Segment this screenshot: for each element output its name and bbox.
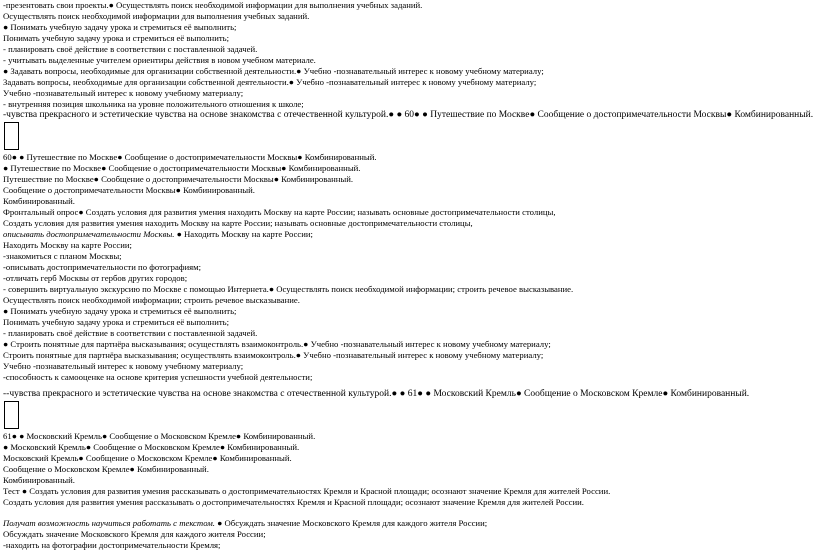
text-line: -знакомиться с планом Москвы; <box>3 251 122 261</box>
text-line: Обсуждать значение Московского Кремля для каждого жителя России; <box>3 529 266 539</box>
text-line: 61● ● Московский Кремль● Сообщение о Московском Кремле● Комбинированный. <box>3 431 316 441</box>
text-line: ● Путешествие по Москве● Сообщение о достопримечательности Москвы● Комбинированный. <box>3 163 361 173</box>
text-line: - внутренняя позиция школьника на уровне положительного отношения к школе; <box>3 99 304 109</box>
text-line: - планировать своё действие в соответствии с поставленной задачей. <box>3 44 258 54</box>
italic-text: Получат возможность научиться работать с текстом. <box>3 518 215 528</box>
text-line: Путешествие по Москве● Сообщение о достопримечательности Москвы● Комбинированный. <box>3 174 354 184</box>
text-line-rest: ● Обсуждать значение Московского Кремля для каждого жителя России; <box>214 518 488 528</box>
text-line: Понимать учебную задачу урока и стремиться её выполнить; <box>3 33 230 43</box>
text-line: Понимать учебную задачу урока и стремиться её выполнить; <box>3 317 230 327</box>
text-line: -находить на фотографии достопримечательности Кремля; <box>3 540 221 550</box>
empty-table-cell <box>4 401 19 429</box>
text-line: Фронтальный опрос● Создать условия для развития умения находить Москву на карте России; называть основные достопримечательности столицы, <box>3 207 556 217</box>
text-block-3 <box>3 240 815 383</box>
text-line: -презентовать свои проекты.● Осуществлять поиск необходимой информации для выполнения учебных заданий. <box>3 0 423 10</box>
text-line: -отличать герб Москвы от гербов других городов; <box>3 273 188 283</box>
italic-text-line <box>3 229 815 240</box>
empty-table-cell <box>4 122 19 150</box>
text-block-5 <box>3 529 815 551</box>
text-line: Создать условия для развития умения находить Москву на карте России; называть основные достопримечательности столицы, <box>3 218 473 228</box>
text-line: - планировать своё действие в соответствии с поставленной задачей. <box>3 328 258 338</box>
text-line: ● Московский Кремль● Сообщение о Московском Кремле● Комбинированный. <box>3 442 300 452</box>
text-line: Учебно -познавательный интерес к новому учебному материалу; <box>3 88 244 98</box>
text-line: Сообщение о достопримечательности Москвы● Комбинированный. <box>3 185 255 195</box>
text-line: Комбинированный. <box>3 196 75 206</box>
text-line: Создать условия для развития умения рассказывать о достопримечательностях Кремля и Красной площади; осознают значение Кремля для жителей России. <box>3 497 584 507</box>
text-line: Задавать вопросы, необходимые для организации собственной деятельности.● Учебно -познавательный интерес к новому учебному материалу; <box>3 77 537 87</box>
text-line: ● Строить понятные для партнёра высказывания; осуществлять взаимоконтроль.● Учебно -познавательный интерес к новому учебному материалу; <box>3 339 551 349</box>
text-line-lesson-60: -чувства прекрасного и эстетические чувства на основе знакомства с отечественной культурой.● ● 60● ● Путешествие по Москве● Сообщение о достопримечательности Москвы● Комбинированный. <box>3 110 814 120</box>
text-line: Тест ● Создать условия для развития умения рассказывать о достопримечательностях Кремля и Красной площади; осознают значение Кремля для жителей России. <box>3 486 611 496</box>
text-line: ● Понимать учебную задачу урока и стремиться её выполнить; <box>3 22 237 32</box>
text-line: - учитывать выделенные учителем ориентиры действия в новом учебном материале. <box>3 55 316 65</box>
text-line-rest: ● Находить Москву на карте России; <box>174 229 313 239</box>
text-line: Комбинированный. <box>3 475 75 485</box>
text-line: Строить понятные для партнёра высказывания; осуществлять взаимоконтроль.● Учебно -познавательный интерес к новому учебному материалу; <box>3 350 544 360</box>
text-line: Осуществлять поиск необходимой информации для выполнения учебных заданий. <box>3 11 310 21</box>
text-line: -способность к самооценке на основе критерия успешности учебной деятельности; <box>3 372 313 382</box>
text-line: Осуществлять поиск необходимой информации; строить речевое высказывание. <box>3 295 300 305</box>
text-block-4 <box>3 431 815 508</box>
text-line: Сообщение о Московском Кремле● Комбинированный. <box>3 464 209 474</box>
text-line: -описывать достопримечательности по фотографиям; <box>3 262 202 272</box>
text-line: - совершить виртуальную экскурсию по Москве с помощью Интернета.● Осуществлять поиск необходимой информации; строить речевое высказывание. <box>3 284 574 294</box>
text-line: 60● ● Путешествие по Москве● Сообщение о достопримечательности Москвы● Комбинированный. <box>3 152 377 162</box>
text-line: ● Задавать вопросы, необходимые для организации собственной деятельности.● Учебно -познавательный интерес к новому учебному материалу; <box>3 66 544 76</box>
text-line-lesson-61: --чувства прекрасного и эстетические чувства на основе знакомства с отечественной культурой.● ● 61● ● Московский Кремль● Сообщение о Московском Кремле● Комбинированный. <box>3 389 750 399</box>
text-line: ● Понимать учебную задачу урока и стремиться её выполнить; <box>3 306 237 316</box>
text-line: Московский Кремль● Сообщение о Московском Кремле● Комбинированный. <box>3 453 292 463</box>
italic-text: описывать достопримечательности Москвы. <box>3 229 175 239</box>
text-line: Находить Москву на карте России; <box>3 240 132 250</box>
text-line: Учебно -познавательный интерес к новому учебному материалу; <box>3 361 244 371</box>
text-block-1 <box>3 0 815 110</box>
text-block-2 <box>3 152 815 229</box>
italic-text-line <box>3 518 815 529</box>
